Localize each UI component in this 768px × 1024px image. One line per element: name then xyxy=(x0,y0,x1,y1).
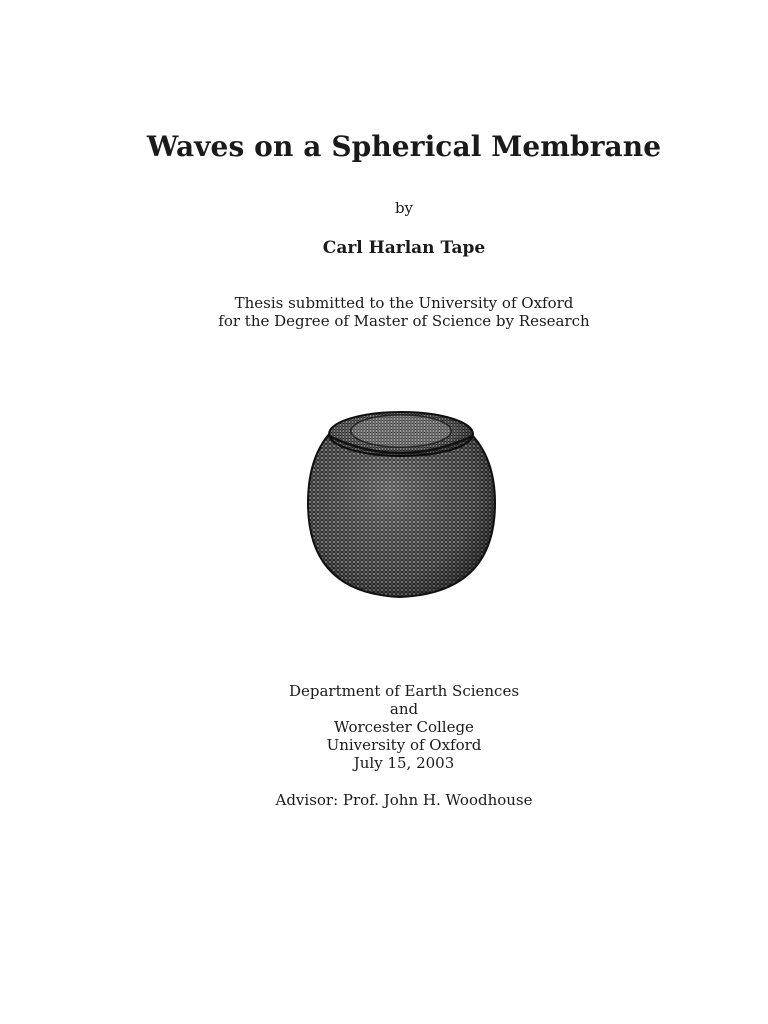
author-name: Carl Harlan Tape xyxy=(322,238,486,258)
college-line: Worcester College xyxy=(334,718,474,736)
department-line: Department of Earth Sciences xyxy=(288,682,520,700)
thesis-statement-line-1: Thesis submitted to the University of Oxford xyxy=(234,294,574,312)
page-title: Waves on a Spherical Membrane xyxy=(146,130,662,163)
date-line: July 15, 2003 xyxy=(353,754,455,772)
and-line: and xyxy=(389,700,419,718)
spherical-membrane-figure xyxy=(300,398,500,603)
advisor-line: Advisor: Prof. John H. Woodhouse xyxy=(275,791,533,809)
by-line: by xyxy=(394,199,414,217)
university-line: University of Oxford xyxy=(326,736,482,754)
thesis-statement-line-2: for the Degree of Master of Science by Research xyxy=(218,312,590,330)
